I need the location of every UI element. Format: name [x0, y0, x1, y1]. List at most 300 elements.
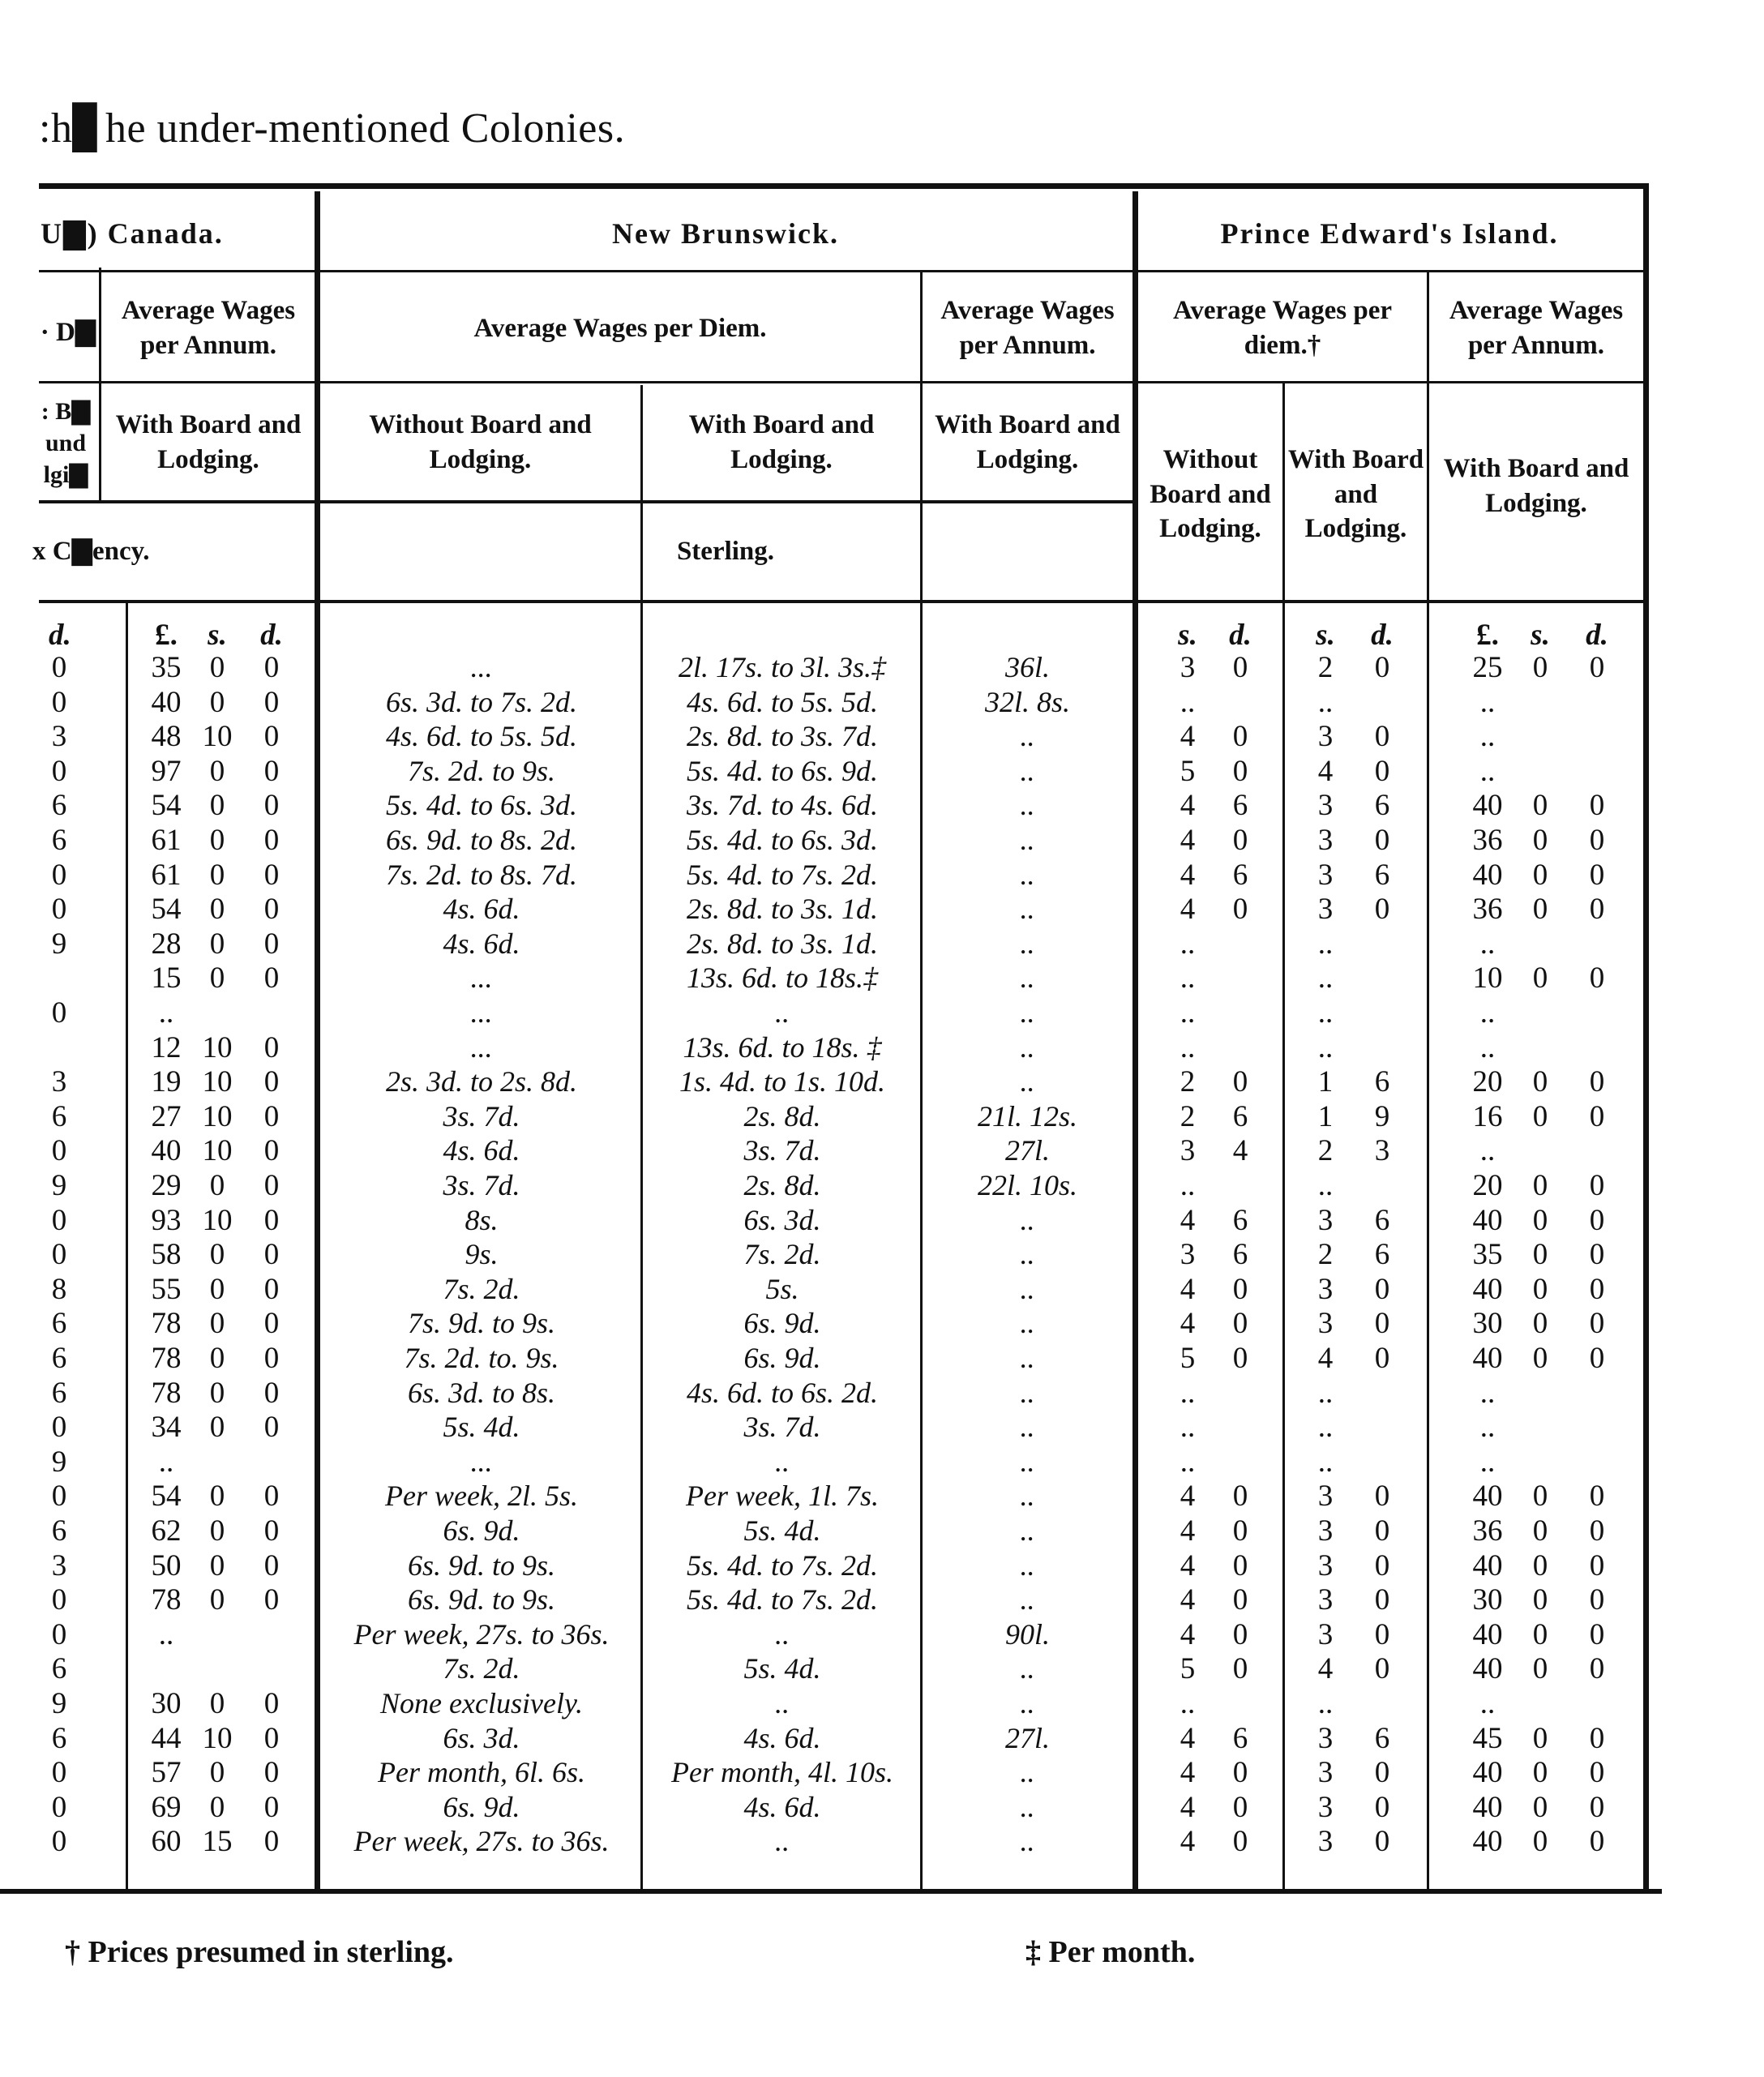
col-nb-without: Per week, 27s. to 36s.: [353, 1617, 610, 1651]
header-canada-with-board: With Board and Lodging.: [115, 410, 302, 474]
col-nb-without: 7s. 2d. to. 9s.: [404, 1342, 559, 1374]
footnote-prices-sterling: † Prices presumed in sterling.: [65, 1935, 454, 1969]
col-pei-annum-pence: 0: [1589, 1514, 1605, 1548]
col-nb-without: 6s. 9d.: [443, 1514, 520, 1547]
divider-left-stub: [99, 268, 101, 503]
col-pei-annum-pounds: 40: [1472, 1652, 1503, 1686]
col-nb-with: 5s. 4d.: [743, 1514, 821, 1547]
col-canada-shillings: 0: [209, 1411, 225, 1445]
col-canada-shillings: 10: [202, 1065, 233, 1099]
col-nb-without: 3s. 7d.: [443, 1099, 520, 1133]
col-pei-with-s: 3: [1317, 1756, 1334, 1790]
col-pei-annum-pence: 0: [1589, 1583, 1605, 1617]
col-left-stub: 0: [51, 1203, 67, 1237]
rule-below-wages-header: [39, 381, 1647, 383]
col-left-stub: 9: [51, 1687, 67, 1720]
col-pei-with-d: 0: [1374, 1514, 1390, 1548]
col-nb-with: 4s. 6d.: [743, 1721, 821, 1754]
col-nb-without: 5s. 4d. to 6s. 3d.: [385, 789, 578, 822]
col-pei-with-s: ..: [1317, 685, 1334, 719]
col-pei-annum-pounds: 10: [1472, 961, 1503, 996]
col-pei-without-s: 4: [1180, 789, 1196, 823]
col-canada-shillings: 0: [209, 1169, 225, 1202]
col-pei-with-s: 1: [1317, 1065, 1334, 1099]
col-nb-annum: ..: [1020, 1583, 1035, 1617]
col-pei-without-d: 0: [1232, 1065, 1248, 1099]
col-left-stub: 9: [51, 1169, 67, 1202]
col-canada-shillings: 0: [209, 927, 225, 961]
col-pei-without-s: ..: [1180, 1376, 1196, 1410]
col-pei-with-d: 0: [1374, 1272, 1390, 1306]
col-pei-with-s: 4: [1317, 1652, 1334, 1686]
col-pei-without-s: 5: [1180, 754, 1196, 788]
col-canada-pounds: 27: [151, 1099, 182, 1133]
col-pei-annum-pence: 0: [1589, 1480, 1605, 1514]
col-nb-without: 8s.: [465, 1203, 499, 1236]
col-pei-annum-pounds: 36: [1472, 824, 1503, 857]
col-pei-with-s: 3: [1317, 1790, 1334, 1824]
col-pei-without-s: ..: [1180, 996, 1196, 1030]
col-canada-pence: 0: [263, 858, 280, 892]
col-pei-without-s: 4: [1180, 1548, 1196, 1582]
col-nb-without: ...: [470, 1030, 493, 1064]
col-pei-annum-shillings: 0: [1532, 1342, 1548, 1375]
col-pei-annum-shillings: 0: [1532, 1652, 1548, 1686]
col-nb-annum: ..: [1020, 824, 1035, 856]
col-pei-without-d: 0: [1232, 1825, 1248, 1859]
header-currency-left: x C▇ency.: [32, 536, 150, 566]
col-pei-with-s: 3: [1317, 789, 1334, 823]
col-left-stub: 3: [51, 720, 67, 754]
col-pei-with-s: 3: [1317, 1548, 1334, 1582]
col-pei-annum-pounds: 40: [1472, 789, 1503, 823]
col-nb-with: ..: [775, 1687, 790, 1719]
col-canada-pence: 0: [263, 1099, 280, 1133]
col-pei-annum-pounds: ..: [1479, 1687, 1496, 1720]
col-pei-with-s: ..: [1317, 1445, 1334, 1479]
col-nb-without: 9s.: [465, 1238, 499, 1271]
col-pei-without-d: 6: [1232, 1099, 1248, 1133]
col-pei-without-s: 3: [1180, 651, 1196, 684]
col-nb-with: 6s. 9d.: [743, 1342, 821, 1374]
col-nb-with: 2s. 8d. to 3s. 7d.: [686, 720, 879, 753]
col-nb-with: 5s. 4d. to 7s. 2d.: [686, 1548, 879, 1582]
header-canada-left-sub: · D▇: [40, 317, 96, 347]
col-pei-with-d: 0: [1374, 824, 1390, 857]
col-nb-annum: ..: [1020, 1756, 1035, 1789]
col-pei-annum-pence: 0: [1589, 789, 1605, 823]
col-nb-with: 5s. 4d. to 6s. 3d.: [686, 824, 879, 856]
divider-pei-cols: [1282, 381, 1285, 1889]
col-nb-annum: ..: [1020, 1480, 1035, 1513]
col-pei-without-d: 0: [1232, 720, 1248, 754]
footnote-per-month: ‡ Per month.: [1025, 1935, 1196, 1969]
col-left-stub: 6: [51, 1376, 67, 1410]
col-pei-with-d: 6: [1374, 1238, 1390, 1272]
col-left-stub: 6: [51, 789, 67, 823]
unit-pei-with-s: s.: [1316, 619, 1335, 652]
col-canada-shillings: 0: [209, 1790, 225, 1824]
col-canada-pounds: 78: [151, 1583, 182, 1617]
col-canada-pence: 0: [263, 789, 280, 823]
col-canada-pence: 0: [263, 1238, 280, 1272]
col-canada-pounds: 55: [151, 1272, 182, 1306]
col-left-stub: 8: [51, 1272, 67, 1306]
unit-canada-pounds: £.: [155, 619, 178, 652]
col-nb-annum: ..: [1020, 789, 1035, 822]
col-nb-without: ...: [470, 961, 493, 995]
col-nb-without: 5s. 4d.: [443, 1411, 520, 1444]
col-pei-with-d: 6: [1374, 789, 1390, 823]
col-canada-pence: 0: [263, 824, 280, 857]
col-left-stub: 6: [51, 1342, 67, 1375]
col-canada-pounds: 15: [151, 961, 182, 996]
header-new-brunswick: New Brunswick.: [611, 216, 840, 250]
col-pei-without-d: 0: [1232, 1514, 1248, 1548]
col-left-stub: 0: [51, 1238, 67, 1272]
col-pei-annum-pounds: ..: [1479, 685, 1496, 719]
col-nb-without: 7s. 2d.: [443, 1272, 520, 1305]
col-canada-shillings: 0: [209, 789, 225, 823]
col-canada-shillings: 0: [209, 1376, 225, 1410]
header-pei-annum: Average Wages per Annum.: [1449, 296, 1624, 360]
col-pei-with-d: 0: [1374, 754, 1390, 788]
col-canada-shillings: 0: [209, 1514, 225, 1548]
col-canada-pounds: 57: [151, 1756, 182, 1790]
col-left-stub: 3: [51, 1065, 67, 1099]
col-canada-pounds: 40: [151, 1134, 182, 1168]
col-nb-with: 2s. 8d. to 3s. 1d.: [686, 927, 879, 960]
rule-below-currency: [39, 600, 1647, 603]
col-left-stub: 6: [51, 1652, 67, 1686]
col-canada-pence: 0: [263, 1169, 280, 1202]
col-canada-shillings: 0: [209, 858, 225, 892]
col-pei-annum-pounds: 25: [1472, 651, 1503, 684]
col-pei-with-s: 3: [1317, 1272, 1334, 1306]
col-pei-annum-shillings: 0: [1532, 1272, 1548, 1306]
col-pei-with-s: ..: [1317, 961, 1334, 996]
col-pei-annum-pounds: 40: [1472, 1480, 1503, 1514]
col-nb-with: 1s. 4d. to 1s. 10d.: [679, 1065, 886, 1098]
col-pei-without-s: 4: [1180, 893, 1196, 927]
col-left-stub: 6: [51, 1099, 67, 1133]
col-canada-pence: 0: [263, 720, 280, 754]
col-pei-with-s: 2: [1317, 1238, 1334, 1272]
col-pei-with-s: 2: [1317, 651, 1334, 684]
col-pei-without-s: 5: [1180, 1652, 1196, 1686]
col-canada-pence: 0: [263, 961, 280, 996]
col-pei-annum-pence: 0: [1589, 1099, 1605, 1133]
col-pei-annum-pounds: ..: [1479, 1445, 1496, 1479]
col-pei-annum-shillings: 0: [1532, 1514, 1548, 1548]
col-pei-without-d: 0: [1232, 754, 1248, 788]
col-canada-pence: 0: [263, 1687, 280, 1720]
col-canada-shillings: 0: [209, 961, 225, 996]
divider-nb-pei: [1132, 191, 1138, 1891]
col-pei-annum-shillings: 0: [1532, 1203, 1548, 1237]
col-pei-with-d: 0: [1374, 1307, 1390, 1341]
col-pei-annum-shillings: 0: [1532, 1065, 1548, 1099]
col-nb-with: 3s. 7d.: [743, 1134, 821, 1167]
col-pei-annum-shillings: 0: [1532, 824, 1548, 857]
col-nb-with: 2s. 8d.: [743, 1099, 821, 1133]
col-nb-annum: ..: [1020, 1272, 1035, 1305]
header-pei-diem: Average Wages per diem.†: [1172, 296, 1393, 360]
header-nb-annum: Average Wages per Annum.: [940, 296, 1115, 360]
col-canada-pence: 0: [263, 1548, 280, 1582]
col-canada-pence: 0: [263, 1825, 280, 1859]
col-pei-annum-pounds: 20: [1472, 1169, 1503, 1202]
col-pei-without-d: 0: [1232, 1307, 1248, 1341]
col-left-stub: 0: [51, 685, 67, 719]
header-pei-with: With Board and Lodging.: [1287, 444, 1424, 544]
col-canada-pence: 0: [263, 754, 280, 788]
col-pei-without-d: 0: [1232, 1548, 1248, 1582]
col-nb-without: 3s. 7d.: [443, 1169, 520, 1201]
col-pei-without-s: 4: [1180, 1272, 1196, 1306]
col-canada-pounds: 44: [151, 1721, 182, 1755]
col-pei-annum-pence: 0: [1589, 1617, 1605, 1651]
col-pei-without-s: ..: [1180, 1687, 1196, 1720]
col-pei-without-s: ..: [1180, 1445, 1196, 1479]
col-pei-annum-pence: 0: [1589, 1790, 1605, 1824]
col-nb-with: 3s. 7d. to 4s. 6d.: [686, 789, 879, 822]
col-pei-with-d: 0: [1374, 1756, 1390, 1790]
col-nb-annum: ..: [1020, 720, 1035, 753]
col-canada-shillings: 10: [202, 1203, 233, 1237]
col-nb-annum: ..: [1020, 1514, 1035, 1547]
col-nb-with: Per month, 4l. 10s.: [671, 1756, 893, 1789]
col-pei-without-s: ..: [1180, 1411, 1196, 1445]
col-nb-with: 7s. 2d.: [743, 1238, 821, 1271]
col-nb-without: 6s. 3d. to 8s.: [407, 1376, 556, 1409]
col-pei-annum-pounds: 30: [1472, 1583, 1503, 1617]
col-nb-without: 4s. 6d.: [443, 1134, 520, 1167]
col-pei-without-s: 3: [1180, 1134, 1196, 1168]
col-pei-annum-pounds: ..: [1479, 996, 1496, 1030]
col-nb-annum: 22l. 10s.: [977, 1169, 1077, 1201]
header-canada-annum: Average Wages per Annum.: [121, 296, 296, 360]
col-left-stub: 0: [51, 651, 67, 684]
col-pei-without-d: 0: [1232, 1583, 1248, 1617]
col-canada-shillings: 0: [209, 1238, 225, 1272]
col-pei-with-d: 0: [1374, 893, 1390, 927]
col-pei-annum-pence: 0: [1589, 1652, 1605, 1686]
col-pei-with-d: 6: [1374, 1203, 1390, 1237]
col-canada-pounds: 34: [151, 1411, 182, 1445]
col-pei-with-s: 3: [1317, 720, 1334, 754]
col-canada-pounds: 28: [151, 927, 182, 961]
col-nb-with: 13s. 6d. to 18s. ‡: [683, 1030, 882, 1064]
col-canada-pence: 0: [263, 1411, 280, 1445]
col-canada-shillings: 0: [209, 893, 225, 927]
header-pei-annum-with: With Board and Lodging.: [1443, 454, 1629, 518]
col-canada-shillings: 0: [209, 1342, 225, 1375]
col-pei-with-d: 0: [1374, 1825, 1390, 1859]
col-nb-without: 4s. 6d. to 5s. 5d.: [385, 720, 578, 753]
col-pei-without-d: 6: [1232, 1203, 1248, 1237]
col-pei-annum-pence: 0: [1589, 1307, 1605, 1341]
col-left-stub: 0: [51, 1411, 67, 1445]
col-canada-pounds: 97: [151, 754, 182, 788]
col-canada-shillings: 0: [209, 1548, 225, 1582]
col-pei-without-s: 4: [1180, 1514, 1196, 1548]
col-pei-with-d: 0: [1374, 720, 1390, 754]
col-canada-pounds: 78: [151, 1307, 182, 1341]
unit-pei-annum-pounds: £.: [1476, 619, 1499, 652]
col-nb-without: ...: [470, 651, 493, 683]
col-nb-with: 4s. 6d. to 6s. 2d.: [686, 1376, 879, 1409]
col-pei-annum-pounds: 45: [1472, 1721, 1503, 1755]
col-pei-annum-pence: 0: [1589, 1065, 1605, 1099]
col-nb-without: Per week, 2l. 5s.: [385, 1480, 578, 1513]
col-pei-annum-pence: 0: [1589, 1548, 1605, 1582]
col-pei-annum-pounds: ..: [1479, 1411, 1496, 1445]
col-pei-with-d: 0: [1374, 1480, 1390, 1514]
col-pei-annum-pounds: 40: [1472, 1548, 1503, 1582]
col-pei-with-s: 1: [1317, 1099, 1334, 1133]
col-nb-without: 4s. 6d.: [443, 927, 520, 960]
col-left-stub: 0: [51, 858, 67, 892]
col-left-stub: 0: [51, 1134, 67, 1168]
col-nb-annum: 90l.: [1004, 1617, 1050, 1651]
col-pei-with-s: 3: [1317, 1203, 1334, 1237]
col-canada-shillings: 0: [209, 1687, 225, 1720]
col-canada-pounds: ..: [158, 996, 174, 1030]
col-pei-without-d: 0: [1232, 1790, 1248, 1824]
col-nb-with: 5s. 4d. to 7s. 2d.: [686, 858, 879, 891]
col-pei-without-d: 0: [1232, 1617, 1248, 1651]
col-canada-pounds: 58: [151, 1238, 182, 1272]
col-pei-with-s: 4: [1317, 754, 1334, 788]
col-canada-pence: 0: [263, 1342, 280, 1375]
header-nb-without: Without Board and Lodging.: [369, 410, 592, 474]
col-nb-annum: ..: [1020, 996, 1035, 1029]
col-canada-pounds: 54: [151, 789, 182, 823]
header-nb-annum-with: With Board and Lodging.: [935, 410, 1120, 474]
col-canada-pence: 0: [263, 1790, 280, 1824]
col-left-stub: 0: [51, 893, 67, 927]
col-nb-without: ...: [470, 1445, 493, 1478]
col-canada-pence: 0: [263, 1480, 280, 1514]
col-canada-shillings: 0: [209, 824, 225, 857]
col-nb-with: 2l. 17s. to 3l. 3s.‡: [678, 651, 887, 683]
col-pei-annum-shillings: 0: [1532, 1307, 1548, 1341]
col-nb-without: None exclusively.: [380, 1687, 583, 1719]
col-canada-pounds: 78: [151, 1342, 182, 1375]
col-canada-pence: 0: [263, 1030, 280, 1064]
col-canada-shillings: 0: [209, 754, 225, 788]
header-nb-diem: Average Wages per Diem.: [473, 313, 767, 343]
col-canada-pounds: 35: [151, 651, 182, 684]
col-nb-annum: 21l. 12s.: [977, 1099, 1077, 1133]
col-nb-without: 7s. 2d. to 8s. 7d.: [385, 858, 578, 891]
col-left-stub: 6: [51, 1514, 67, 1548]
col-left-stub: 0: [51, 1825, 67, 1859]
col-pei-annum-pounds: ..: [1479, 720, 1496, 754]
col-left-stub: 0: [51, 1583, 67, 1617]
col-pei-without-s: 4: [1180, 1825, 1196, 1859]
col-nb-with: 5s. 4d. to 6s. 9d.: [686, 754, 879, 787]
col-pei-without-d: 6: [1232, 789, 1248, 823]
unit-pei-annum-pence: d.: [1586, 619, 1608, 652]
col-nb-annum: ..: [1020, 754, 1035, 787]
col-canada-shillings: 0: [209, 1756, 225, 1790]
col-canada-pence: 0: [263, 685, 280, 719]
col-canada-shillings: 0: [209, 651, 225, 684]
col-pei-with-s: ..: [1317, 927, 1334, 961]
col-pei-with-s: 3: [1317, 858, 1334, 892]
col-canada-pounds: 40: [151, 685, 182, 719]
col-pei-with-d: 0: [1374, 1652, 1390, 1686]
col-nb-without: 6s. 3d.: [443, 1721, 520, 1754]
col-pei-with-s: ..: [1317, 1030, 1334, 1064]
col-pei-annum-pounds: ..: [1479, 1134, 1496, 1168]
col-pei-without-s: 3: [1180, 1238, 1196, 1272]
col-pei-with-s: 3: [1317, 1514, 1334, 1548]
col-nb-without: ...: [470, 996, 493, 1029]
col-pei-annum-shillings: 0: [1532, 1756, 1548, 1790]
col-canada-pounds: 62: [151, 1514, 182, 1548]
col-canada-shillings: 0: [209, 1272, 225, 1306]
col-canada-pounds: 54: [151, 893, 182, 927]
col-pei-without-s: 5: [1180, 1342, 1196, 1375]
col-nb-with: 3s. 7d.: [743, 1411, 821, 1444]
col-nb-annum: ..: [1020, 1307, 1035, 1340]
col-pei-annum-pounds: 40: [1472, 1203, 1503, 1237]
col-pei-annum-pounds: ..: [1479, 1376, 1496, 1410]
col-nb-with: 6s. 3d.: [743, 1203, 821, 1236]
col-nb-without: 4s. 6d.: [443, 893, 520, 926]
col-pei-without-s: 2: [1180, 1065, 1196, 1099]
col-nb-without: 6s. 9d.: [443, 1790, 520, 1823]
col-canada-pounds: 50: [151, 1548, 182, 1582]
col-nb-with: ..: [775, 1825, 790, 1858]
col-left-stub: 0: [51, 1790, 67, 1824]
col-nb-with: ..: [775, 1617, 790, 1651]
col-pei-annum-pence: 0: [1589, 651, 1605, 684]
col-pei-annum-shillings: 0: [1532, 1721, 1548, 1755]
col-nb-annum: 32l. 8s.: [984, 685, 1070, 718]
col-pei-annum-pence: 0: [1589, 961, 1605, 996]
col-nb-annum: ..: [1020, 1548, 1035, 1582]
col-canada-pence: 0: [263, 1376, 280, 1410]
col-pei-annum-pence: 0: [1589, 1203, 1605, 1237]
col-nb-with: 13s. 6d. to 18s.‡: [686, 961, 879, 995]
col-nb-with: ..: [775, 1445, 790, 1478]
col-canada-pounds: 78: [151, 1376, 182, 1410]
col-pei-without-s: 4: [1180, 824, 1196, 857]
col-pei-annum-shillings: 0: [1532, 858, 1548, 892]
col-pei-annum-pounds: 40: [1472, 858, 1503, 892]
header-canada-left-board: : B▇ und lgi▇: [41, 397, 91, 488]
col-pei-without-s: ..: [1180, 1169, 1196, 1202]
col-nb-annum: ..: [1020, 1030, 1035, 1064]
col-nb-with: 2s. 8d.: [743, 1169, 821, 1201]
col-pei-annum-pence: 0: [1589, 893, 1605, 927]
rule-below-colonies: [39, 270, 1647, 272]
col-pei-with-d: 0: [1374, 1583, 1390, 1617]
col-pei-with-d: 6: [1374, 1065, 1390, 1099]
col-pei-annum-pence: 0: [1589, 1756, 1605, 1790]
col-left-stub: 6: [51, 1721, 67, 1755]
col-left-stub: 6: [51, 824, 67, 857]
col-pei-without-d: 0: [1232, 1272, 1248, 1306]
col-nb-annum: ..: [1020, 893, 1035, 926]
top-rule: [39, 183, 1649, 189]
col-pei-annum-pounds: 40: [1472, 1790, 1503, 1824]
col-nb-annum: ..: [1020, 1342, 1035, 1374]
